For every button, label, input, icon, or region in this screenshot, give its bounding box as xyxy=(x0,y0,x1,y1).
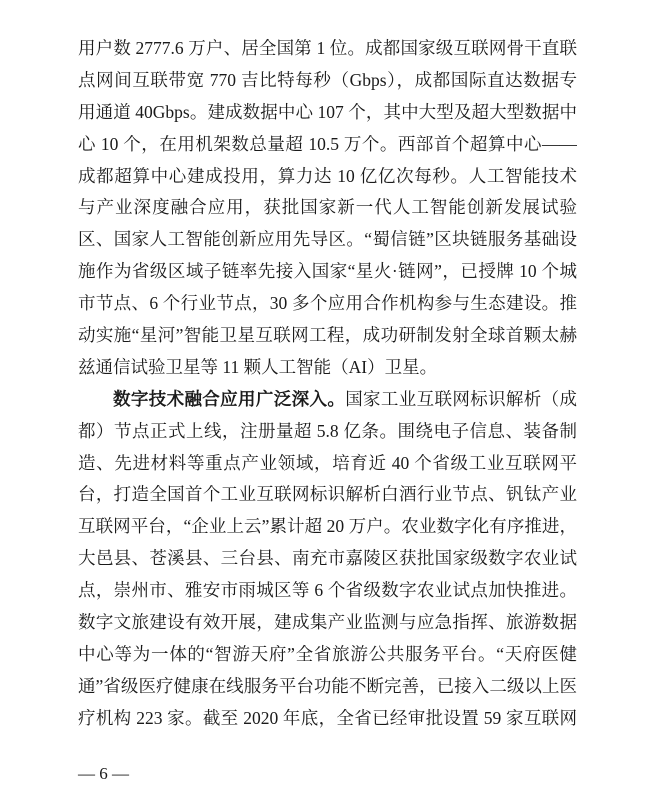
text-line: 台，打造全国首个工业互联网标识解析白酒行业节点、钒钛产业 xyxy=(78,484,577,505)
text-line: 疗机构 223 家。截至 2020 年底，全省已经审批设置 59 家互联网 xyxy=(78,707,577,728)
text-line: 都）节点正式上线，注册量超 5.8 亿条。围绕电子信息、装备制 xyxy=(78,420,577,441)
text-line: 造、先进材料等重点产业领域，培育近 40 个省级工业互联网平 xyxy=(78,452,577,473)
text-line: 用户数 2777.6 万户、居全国第 1 位。成都国家级互联网骨干直联 xyxy=(78,38,577,58)
page-number: — 6 — xyxy=(78,764,129,783)
document-body xyxy=(78,33,577,735)
text-line: 动实施“星河”智能卫星互联网工程，成功研制发射全球首颗太赫 xyxy=(78,325,577,346)
text-line: 点网间互联带宽 770 吉比特每秒（Gbps），成都国际直达数据专 xyxy=(78,69,577,90)
paragraph-lead-bold: 数字技术融合应用广泛深入。 xyxy=(113,388,346,409)
text-line: 区、国家人工智能创新应用先导区。“蜀信链”区块链服务基础设 xyxy=(78,229,577,250)
text-line: 施作为省级区域子链率先接入国家“星火·链网”，已授牌 10 个城 xyxy=(78,261,577,282)
text-line: 成都超算中心建成投用，算力达 10 亿亿次每秒。人工智能技术 xyxy=(78,165,577,186)
text-line: 通”省级医疗健康在线服务平台功能不断完善，已接入二级以上医 xyxy=(78,675,577,696)
text-line: 心 10 个，在用机架数总量超 10.5 万个。西部首个超算中心—— xyxy=(78,133,577,154)
text-line: 中心等为一体的“智游天府”全省旅游公共服务平台。“天府医健 xyxy=(78,643,577,664)
text-line: 与产业深度融合应用，获批国家新一代人工智能创新发展试验 xyxy=(78,197,577,218)
text-line: 用通道 40Gbps。建成数据中心 107 个，其中大型及超大型数据中 xyxy=(78,101,577,122)
text-line: 数字文旅建设有效开展，建成集产业监测与应急指挥、旅游数据 xyxy=(78,612,577,633)
text-line: 市节点、6 个行业节点，30 多个应用合作机构参与生态建设。推 xyxy=(78,293,577,314)
text-line: 数字技术融合应用广泛深入。国家工业互联网标识解析（成 xyxy=(113,388,577,409)
text-line: 点，崇州市、雅安市雨城区等 6 个省级数字农业试点加快推进。 xyxy=(78,580,577,601)
text-line: 互联网平台，“企业上云”累计超 20 万户。农业数字化有序推进， xyxy=(78,516,577,537)
text-line: 大邑县、苍溪县、三台县、南充市嘉陵区获批国家级数字农业试 xyxy=(78,548,577,569)
text-line: 兹通信试验卫星等 11 颗人工智能（AI）卫星。 xyxy=(78,356,438,377)
